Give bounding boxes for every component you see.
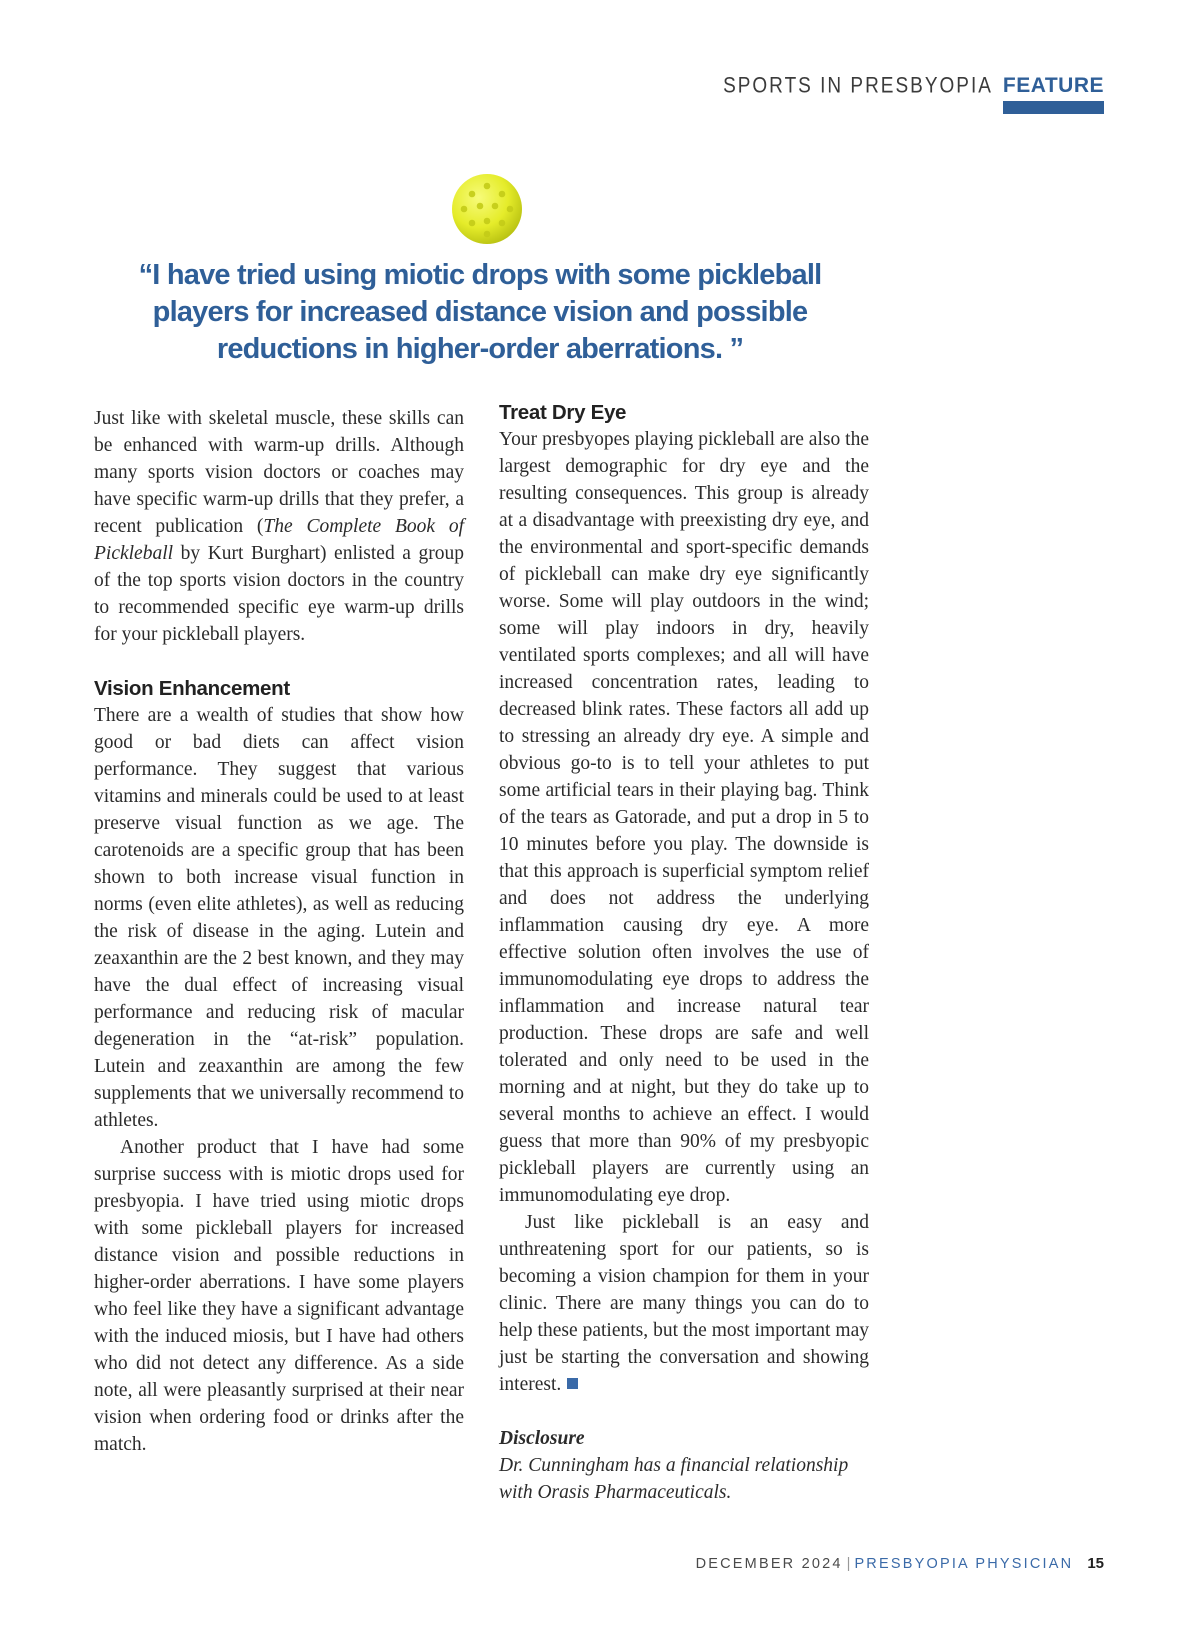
intro-text-end: by Kurt Burghart) enlisted a group of the top sports vision doctors in the country to recommended specific eye warm-up drills for your pickleball players. <box>94 543 464 645</box>
heading-treat-dry-eye: Treat Dry Eye <box>499 401 627 424</box>
disclosure-title: Disclosure <box>499 1428 585 1449</box>
end-mark-icon <box>567 1378 578 1389</box>
left-column <box>94 405 464 1458</box>
right-column <box>499 399 869 1506</box>
page-footer <box>696 1555 1104 1572</box>
disclosure-text: Dr. Cunningham has a financial relationship with Orasis Pharmaceuticals. <box>499 1455 849 1503</box>
paragraph-dry-eye: Your presbyopes playing pickleball are also the largest demographic for dry eye and the resulting consequences. This group is already at a disadvantage with preexisting dry eye, and the environmental and sport-specific demands of pickleball can make dry eye significantly worse. Some will play outdoors in the wind; some will play indoors in dry, heavily ventilated sports complexes; and all will have increased concentration rates, leading to decreased blink rates. These factors all add up to stressing an already dry eye. A simple and obvious go-to is to tell your athletes to put some artificial tears in their playing bag. Think of the tears as Gatorade, and put a drop in 5 to 10 minutes before you play. The downside is that this approach is superficial symptom relief and does not address the underlying inflammation causing dry eye. A more effective solution often involves the use of immunomodulating eye drops to address the inflammation and increase natural tear production. These drops are safe and well tolerated and only need to be used in the morning and at night, but they do take up to several months to achieve an effect. I would guess that more than 90% of my presbyopic pickleball players are currently using an immunomodulating eye drop. <box>499 429 869 1206</box>
feature-tag <box>1003 74 1104 114</box>
running-header <box>723 74 1104 114</box>
paragraph-miotic: Another product that I have had some surprise success with is miotic drops used for presbyopia. I have tried using miotic drops with some pickleball players for increased distance vision and possible reductions in higher-order aberrations. I have some players who feel like they have a significant advantage with the induced miosis, but I have had others who did not detect any difference. As a side note, all were pleasantly surprised at their near vision when ordering food or drinks after the match. <box>94 1137 464 1455</box>
paragraph-diet: There are a wealth of studies that show how good or bad diets can affect vision performance. They suggest that various vitamins and minerals could be used to at least preserve visual function as we age. The carotenoids are a specific group that has been shown to both increase visual function in norms (even elite athletes), as well as reducing the risk of disease in the aging. Lutein and zeaxanthin are the 2 best known, and they may have the dual effect of increasing visual performance and reducing risk of macular degeneration in the “at-risk” population. Lutein and zeaxanthin are among the few supplements that we universally recommend to athletes. <box>94 705 464 1131</box>
heading-vision-enhancement: Vision Enhancement <box>94 677 290 700</box>
intro-text: Just like with skeletal muscle, these skills can be enhanced with warm-up drills. Although many sports vision doctors or coaches may have specific warm-up drills that they prefer, a recent publication ( <box>94 408 464 537</box>
magazine-name: PRESBYOPIA PHYSICIAN <box>854 1556 1074 1572</box>
pull-quote: “I have tried using miotic drops with some pickleball players for increased distance vision and possible reductions in higher-order aberrations. ” <box>138 259 822 365</box>
paragraph-intro <box>94 405 464 648</box>
disclosure <box>499 1425 869 1506</box>
footer-separator: | <box>846 1556 851 1572</box>
closing-text: Just like pickleball is an easy and unthreatening sport for our patients, so is becoming a vision champion for them in your clinic. There are many things you can do to help these patients, but the most important may just be starting the conversation and showing interest. <box>499 1212 869 1395</box>
issue-date: DECEMBER 2024 <box>695 1556 843 1572</box>
feature-label: FEATURE <box>1002 74 1104 97</box>
paragraph-closing <box>499 1209 869 1398</box>
page-number: 15 <box>1087 1555 1104 1572</box>
section-label: SPORTS IN PRESBYOPIA <box>723 74 993 99</box>
book-title: The Complete Book of Pickleball <box>94 516 464 564</box>
pickleball-icon <box>450 172 524 246</box>
feature-bar <box>1003 101 1104 114</box>
